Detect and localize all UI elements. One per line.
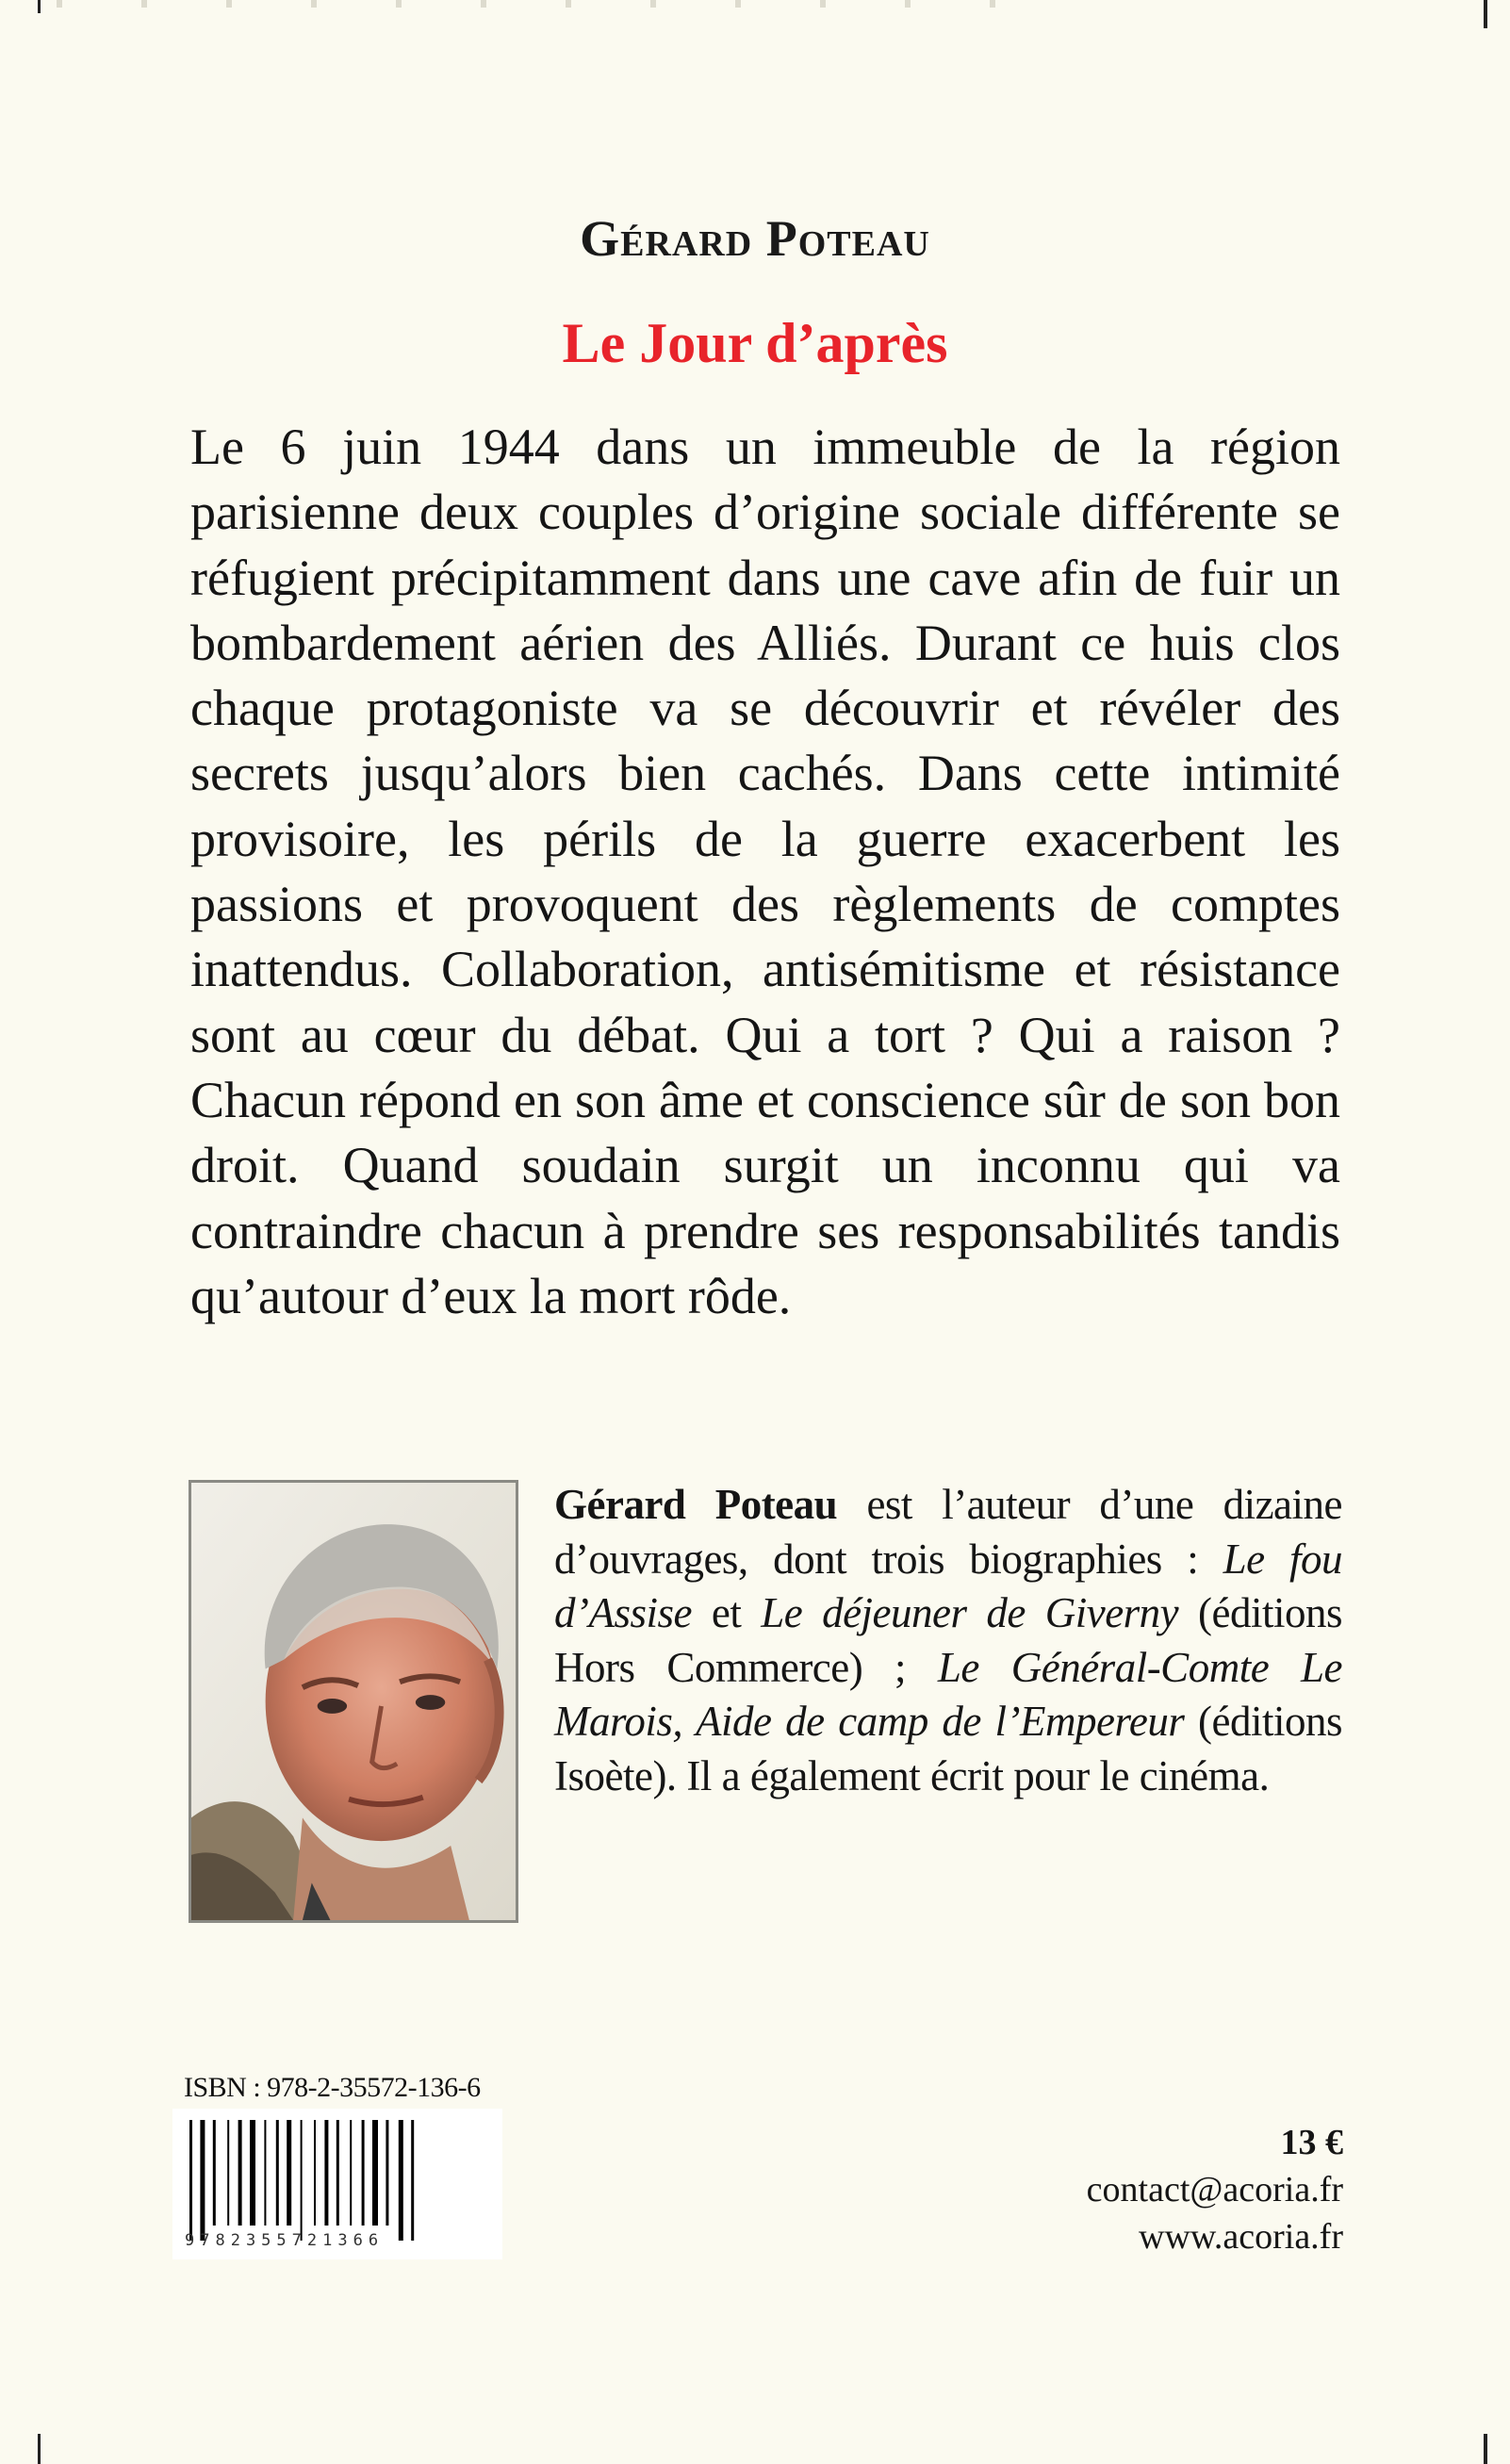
bio-text-3: (éditions Hors Commerce) ; bbox=[554, 1589, 1342, 1691]
barcode-bar bbox=[301, 2120, 303, 2241]
barcode-bar bbox=[276, 2120, 279, 2226]
barcode-bar bbox=[213, 2120, 216, 2226]
barcode-bar bbox=[200, 2120, 205, 2241]
barcode-bar bbox=[314, 2120, 316, 2226]
barcode-bar bbox=[399, 2120, 403, 2241]
crop-mark-top-left bbox=[38, 0, 41, 13]
barcode-bar bbox=[189, 2120, 192, 2241]
barcode-digits: 9782355721366 bbox=[185, 2231, 385, 2250]
bio-text-4: (éditions Isoète). Il a également écrit pour le cinéma. bbox=[554, 1698, 1343, 1799]
barcode-bar bbox=[372, 2120, 378, 2226]
crop-mark-bottom-left bbox=[38, 2434, 41, 2464]
bio-text-2: et bbox=[692, 1589, 762, 1636]
barcode-bar bbox=[250, 2120, 255, 2226]
book-title: Le Jour d’après bbox=[562, 312, 948, 374]
author-portrait-image bbox=[191, 1483, 516, 1920]
author-photo bbox=[189, 1480, 518, 1923]
bio-book-2: Le déjeuner de Giverny bbox=[761, 1589, 1179, 1636]
bio-text-1: est l’auteur d’une dizaine d’ouvrages, dont trois biographies : bbox=[554, 1481, 1343, 1583]
barcode-bar bbox=[362, 2120, 365, 2226]
publisher-website: www.acoria.fr bbox=[1139, 2217, 1343, 2257]
top-trim-strip bbox=[57, 0, 1075, 8]
barcode-bar bbox=[411, 2120, 414, 2241]
crop-mark-top-right bbox=[1484, 0, 1487, 28]
barcode-bar bbox=[287, 2120, 291, 2226]
barcode-bar bbox=[227, 2120, 229, 2226]
crop-mark-bottom-right bbox=[1484, 2434, 1487, 2464]
synopsis-text: Le 6 juin 1944 dans un immeuble de la région parisienne deux couples d’origine sociale différente se réfugient précipitamment dans une cave afin de fuir un bombardement aérien des Alliés. Durant ce huis clos chaque protagoniste va se découvrir et révéler des secrets jusqu’alors bien cachés. Dans cette intimité provisoire, les périls de la guerre exacerbent les passions et provoquent des règlements de comptes inattendus. Collaboration, antisémitisme et résistance sont au cœur du débat. Qui a tort ? Qui a raison ? Chacun répond en son âme et conscience sûr de son bon droit. Quand soudain surgit un inconnu qui va contraindre chacun à prendre ses responsabilités tandis qu’autour d’eux la mort rôde. bbox=[190, 419, 1340, 1324]
barcode-bar bbox=[324, 2120, 328, 2226]
bio-author-name: Gérard Poteau bbox=[554, 1481, 838, 1528]
publisher-contact bbox=[1087, 2119, 1343, 2260]
barcode-bar bbox=[386, 2120, 388, 2226]
barcode-bar bbox=[264, 2120, 266, 2226]
barcode-bar bbox=[238, 2120, 242, 2226]
bio-book-1: Le fou d’Assise bbox=[554, 1535, 1342, 1636]
barcode-bar bbox=[350, 2120, 352, 2226]
bio-book-3: Le Général-Comte Le Marois, Aide de camp de l’Empereur bbox=[554, 1643, 1342, 1745]
contact-email: contact@acoria.fr bbox=[1086, 2170, 1343, 2209]
price: 13 € bbox=[1280, 2123, 1343, 2162]
barcode-bar bbox=[336, 2120, 339, 2226]
isbn-label: ISBN : 978-2-35572-136-6 bbox=[184, 2072, 481, 2103]
author-heading: Gérard Poteau bbox=[580, 210, 930, 267]
author-bio bbox=[554, 1478, 1342, 1803]
